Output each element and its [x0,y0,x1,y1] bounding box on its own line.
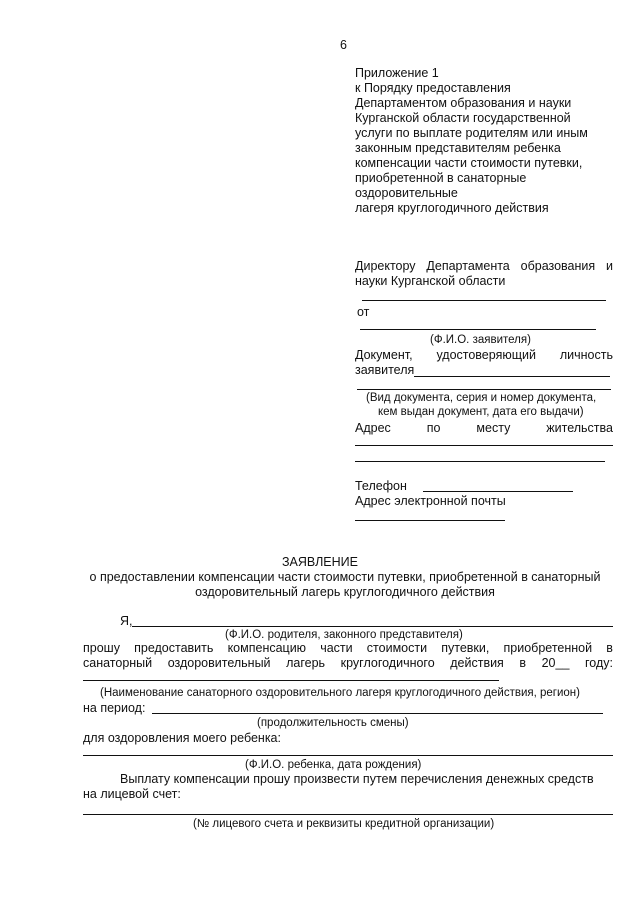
word: личность [559,348,613,362]
request-line [83,641,613,656]
appendix-line: компенсации части стоимости путевки, [355,156,583,170]
payment-text-1: Выплату компенсации прошу произвести путем перечисления денежных средств [120,772,594,786]
account-line[interactable] [83,814,613,815]
statement-subtitle-2: оздоровительный лагерь круглогодичного действия [195,585,495,599]
word: Адрес [355,421,391,435]
word: в [606,641,613,655]
appendix-line: Департаментом образования и науки [355,96,572,110]
child-name-line[interactable] [83,755,613,756]
child-caption: (Ф.И.О. ребенка, дата рождения) [245,759,422,771]
director-line-2: науки Курганской области [355,274,506,288]
word: и [606,259,613,273]
document-caption-1: (Вид документа, серия и номер документа, [366,392,597,404]
word: предоставить [134,641,214,655]
word: в [519,656,527,670]
word: санаторный [83,656,153,670]
word: Департамента [426,259,510,273]
appendix-line: законным представителям ребенка [355,141,561,155]
word: действия [450,656,504,670]
appendix-line: лагеря круглогодичного действия [355,201,549,215]
word: Директору [355,259,416,273]
word: оздоровительный [167,656,271,670]
statement-subtitle-1: о предоставлении компенсации части стоимости путевки, приобретенной в санаторный [89,570,601,584]
word: по [426,421,441,435]
address-blank-1[interactable] [355,445,613,446]
document-line-blank[interactable] [357,389,611,390]
statement-title: ЗАЯВЛЕНИЕ [281,555,358,569]
word: лагерь [286,656,326,670]
from-label: от [357,305,370,319]
appendix-line: приобретенной в санаторные [355,171,527,185]
fio-caption: (Ф.И.О. заявителя) [430,334,531,346]
parent-caption: (Ф.И.О. родителя, законного представителя) [225,629,463,641]
appendix-line: Приложение 1 [355,66,439,80]
appendix-line: Курганской области государственной [355,111,571,125]
word: жительства [546,421,613,435]
word: путевки, [441,641,490,655]
appendix-line: услуги по выплате родителям или иным [355,126,588,140]
word: приобретенной [503,641,593,655]
word: круглогодичного [340,656,435,670]
payment-text-2: на лицевой счет: [83,787,181,801]
period-caption: (продолжительность смены) [257,717,409,729]
i-label: Я, [120,614,133,628]
page-number: 6 [340,38,347,52]
phone-line[interactable] [423,491,573,492]
document-line [355,348,613,363]
word: образования [520,259,596,273]
period-label: на период: [83,701,146,715]
word: году: [584,656,613,670]
word: компенсацию [227,641,307,655]
email-label: Адрес электронной почты [355,494,506,508]
email-line[interactable] [355,520,505,521]
document-caption-2: кем выдан документ, дата его выдачи) [378,406,584,418]
camp-caption: (Наименование санаторного оздоровительного лагеря круглогодичного действия, регион) [100,687,580,699]
phone-label: Телефон [355,479,407,493]
word: стоимости [366,641,428,655]
appendix-line: оздоровительные [355,186,458,200]
word: части [320,641,353,655]
address-line [355,421,613,436]
word: 20__ [541,656,570,670]
word: месту [476,421,511,435]
child-label: для оздоровления моего ребенка: [83,731,281,745]
address-blank-2[interactable] [355,461,605,462]
parent-name-line[interactable] [132,626,613,627]
account-caption: (№ лицевого счета и реквизиты кредитной организации) [193,818,495,830]
word: удостоверяющий [436,348,536,362]
applicant-label: заявителя [355,363,415,377]
camp-line [83,656,613,671]
word: прошу [83,641,120,655]
camp-name-line[interactable] [83,680,499,681]
word: Документ, [355,348,413,362]
applicant-name-line[interactable] [360,329,596,330]
appendix-line: к Порядку предоставления [355,81,511,95]
period-line[interactable] [152,713,603,714]
applicant-doc-line[interactable] [414,376,610,377]
blank-line[interactable] [362,300,606,301]
director-line [355,259,613,274]
